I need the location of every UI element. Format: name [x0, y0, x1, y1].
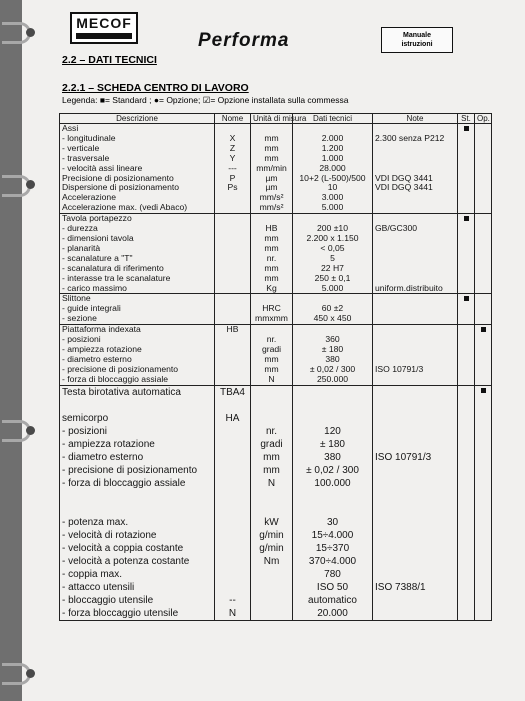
name-cell [215, 385, 251, 620]
cell-line: < 0,05 [320, 242, 345, 253]
cell-line [217, 425, 248, 438]
cell-line [375, 594, 455, 607]
note-cell [373, 124, 458, 214]
cell-line [375, 154, 455, 164]
cell-line [375, 425, 455, 438]
cell-line: Assi [62, 123, 79, 133]
cell-line [375, 412, 455, 425]
cell-line [217, 399, 248, 412]
cell-line [375, 399, 455, 412]
cell-line [375, 542, 455, 555]
brand-title: Performa [198, 30, 290, 51]
manual-badge: Manuale istruzioni [381, 27, 453, 53]
cell-line: --- [228, 162, 237, 173]
cell-line: Dispersione di posizionamento [62, 182, 180, 193]
cell-line [295, 503, 370, 516]
cell-line: mm [264, 262, 279, 273]
cell-line: 2.300 senza P212 [375, 132, 445, 143]
cell-line [375, 490, 455, 503]
cell-line: 15÷4.000 [311, 529, 354, 541]
cell-line [217, 464, 248, 477]
note-cell [373, 325, 458, 385]
cell-line: 100.000 [314, 477, 351, 489]
option-cell [475, 214, 492, 294]
col-header: Nome [215, 114, 251, 124]
cell-line [375, 144, 455, 154]
standard-square-icon [464, 216, 469, 221]
cell-line [217, 490, 248, 503]
cell-line: ISO 10791/3 [375, 363, 424, 374]
cell-line [375, 477, 455, 490]
cell-line: ± 180 [320, 438, 345, 450]
cell-line: Kg [266, 282, 277, 293]
cell-line: - forza di bloccaggio assiale [62, 477, 186, 489]
cell-line: - posizioni [62, 334, 101, 345]
cell-line: - carico massimo [62, 282, 127, 293]
cell-line [375, 294, 455, 304]
cell-line: 10+2 (L-500)/500 [299, 172, 366, 183]
cell-line: ISO 50 [316, 581, 349, 593]
cell-line [253, 503, 290, 516]
value-cell [293, 214, 373, 294]
col-header: Unità di misura [251, 114, 293, 124]
cell-line [375, 244, 455, 254]
cell-line: 3.000 [321, 192, 344, 203]
col-header: St. [458, 114, 475, 124]
cell-line [253, 607, 290, 620]
cell-line: - forza bloccaggio utensile [62, 607, 179, 619]
cell-line: Testa birotativa automatica [62, 386, 181, 398]
punch-hole [26, 28, 35, 37]
cell-line: VDI DGQ 3441 [375, 182, 433, 193]
cell-line [375, 274, 455, 284]
description-cell [60, 214, 215, 294]
unit-cell [251, 385, 293, 620]
standard-square-icon [464, 296, 469, 301]
mecof-logo: MECOF [70, 12, 138, 44]
cell-line: 120 [324, 425, 341, 437]
cell-line [375, 529, 455, 542]
unit-cell [251, 214, 293, 294]
standard-cell [458, 385, 475, 620]
cell-line: 1.000 [321, 152, 344, 163]
cell-line: semicorpo [62, 412, 109, 424]
standard-cell [458, 124, 475, 214]
value-cell [293, 294, 373, 325]
cell-line: Z [229, 142, 236, 153]
cell-line: TBA4 [219, 386, 245, 398]
cell-line [217, 503, 248, 516]
cell-line: - bloccaggio utensile [62, 594, 154, 606]
unit-cell [251, 124, 293, 214]
standard-square-icon [481, 327, 486, 332]
name-cell [215, 294, 251, 325]
cell-line [217, 529, 248, 542]
cell-line: N [268, 373, 275, 384]
table-row [60, 214, 492, 294]
cell-line: mm/s² [259, 202, 284, 213]
cell-line: - scanalature a "T" [62, 252, 133, 263]
cell-line: 5.000 [321, 282, 344, 293]
name-cell [215, 214, 251, 294]
value-cell [293, 124, 373, 214]
cell-line: Accelerazione max. (vedi Abaco) [62, 202, 188, 213]
cell-line: 30 [326, 516, 339, 528]
cell-line: mm [264, 132, 279, 143]
cell-line: - precisione di posizionamento [62, 363, 179, 374]
cell-line [217, 451, 248, 464]
cell-line: - velocità a potenza costante [62, 555, 190, 567]
standard-cell [458, 294, 475, 325]
cell-line: 2.000 [321, 132, 344, 143]
cell-line: - precisione di posizionamento [62, 464, 198, 476]
cell-line: - attacco utensili [62, 581, 135, 593]
cell-line: g/min [259, 542, 284, 554]
cell-line: ± 0,02 / 300 [309, 363, 356, 374]
cell-line: Y [229, 152, 236, 163]
cell-line [253, 399, 290, 412]
cell-line: mm [264, 142, 279, 153]
cell-line [375, 234, 455, 244]
table-row [60, 294, 492, 325]
cell-line: - longitudinale [62, 132, 116, 143]
cell-line: - velocità di rotazione [62, 529, 157, 541]
cell-line: Accelerazione [62, 192, 116, 203]
cell-line [375, 438, 455, 451]
cell-line: HRC [262, 303, 281, 314]
cell-line [217, 314, 248, 324]
punch-hole [26, 426, 35, 435]
cell-line [217, 438, 248, 451]
cell-line: mm [264, 363, 279, 374]
cell-line: µm [265, 172, 278, 183]
cell-line: 5 [330, 252, 335, 263]
cell-line: VDI DGQ 3441 [375, 172, 433, 183]
unit-cell [251, 325, 293, 385]
cell-line [375, 555, 455, 568]
cell-line: g/min [259, 529, 284, 541]
cell-line [253, 581, 290, 594]
cell-line: 2.200 x 1.150 [306, 232, 359, 243]
table-row [60, 124, 492, 214]
cell-line: mm [263, 451, 280, 463]
cell-line: ± 180 [321, 343, 344, 354]
option-cell [475, 385, 492, 620]
cell-line: ± 0,02 / 300 [306, 464, 359, 476]
cell-line: 380 [324, 451, 341, 463]
cell-line: Tavola portapezzo [62, 213, 132, 224]
cell-line: 5.000 [321, 202, 344, 213]
cell-line: 200 ±10 [316, 223, 348, 234]
value-cell [293, 385, 373, 620]
cell-line [375, 203, 455, 213]
cell-line: N [267, 477, 276, 489]
cell-line: 1.200 [321, 142, 344, 153]
cell-line: - forza di bloccaggio assiale [62, 373, 169, 384]
cell-line: mm [264, 232, 279, 243]
cell-line [253, 490, 290, 503]
cell-line [217, 516, 248, 529]
cell-line [253, 594, 290, 607]
cell-line [295, 412, 370, 425]
cell-line: - verticale [62, 142, 100, 153]
cell-line: N [228, 607, 237, 619]
cell-line: nr. [266, 334, 277, 345]
cell-line [62, 503, 212, 516]
col-header: Note [373, 114, 458, 124]
cell-line: GB/GC300 [375, 223, 418, 234]
cell-line: - coppia max. [62, 568, 123, 580]
cell-line: - sezione [62, 313, 97, 324]
cell-line: gradi [260, 438, 283, 450]
cell-line [295, 490, 370, 503]
cell-line: Nm [263, 555, 280, 567]
cell-line [375, 193, 455, 203]
cell-line: ISO 10791/3 [375, 451, 432, 463]
cell-line: automatico [308, 594, 357, 606]
cell-line: mm [263, 464, 280, 476]
cell-line [375, 264, 455, 274]
table-row [60, 385, 492, 620]
cell-line [253, 568, 290, 581]
cell-line: 450 x 450 [313, 313, 352, 324]
cell-line: - scanalatura di riferimento [62, 262, 164, 273]
cell-line: gradi [261, 343, 282, 354]
option-cell [475, 325, 492, 385]
description-cell [60, 294, 215, 325]
cell-line: mm/min [256, 162, 287, 173]
option-cell [475, 124, 492, 214]
spec-table [59, 113, 492, 621]
cell-line: HA [225, 412, 240, 424]
col-header: Op. [475, 114, 492, 124]
cell-line: mm/s² [259, 192, 284, 203]
cell-line: - planarità [62, 242, 101, 253]
cell-line: 380 [325, 353, 340, 364]
standard-cell [458, 214, 475, 294]
cell-line [217, 542, 248, 555]
cell-line [375, 607, 455, 620]
cell-line [375, 314, 455, 324]
standard-square-icon [481, 388, 486, 393]
name-cell [215, 124, 251, 214]
note-cell [373, 385, 458, 620]
cell-line: - ampiezza rotazione [62, 343, 142, 354]
cell-line: HB [265, 223, 278, 234]
cell-line [375, 345, 455, 355]
cell-line: nr. [265, 425, 278, 437]
subsection-title: 2.2.1 – SCHEDA CENTRO DI LAVORO [62, 82, 249, 94]
cell-line [217, 555, 248, 568]
cell-line: - durezza [62, 223, 98, 234]
cell-line: - velocità a coppia costante [62, 542, 184, 554]
description-cell [60, 325, 215, 385]
cell-line [62, 399, 212, 412]
legend: Legenda: ■= Standard ; ●= Opzione; ☑= Opzione installata sulla commessa [62, 95, 349, 105]
cell-line: nr. [266, 252, 277, 263]
cell-line: 60 ±2 [321, 303, 344, 314]
cell-line [217, 568, 248, 581]
cell-line: 10 [327, 182, 338, 193]
name-cell [215, 325, 251, 385]
cell-line: 28.000 [319, 162, 346, 173]
cell-line [375, 464, 455, 477]
cell-line [217, 284, 248, 294]
cell-line [375, 325, 455, 335]
note-cell [373, 214, 458, 294]
cell-line: - trasversale [62, 152, 110, 163]
note-cell [373, 294, 458, 325]
cell-line: -- [229, 594, 236, 606]
cell-line [253, 412, 290, 425]
cell-line: 15÷370 [315, 542, 350, 554]
description-cell [60, 124, 215, 214]
cell-line: - interasse tra le scanalature [62, 272, 171, 283]
cell-line: mm [264, 152, 279, 163]
table-header [60, 114, 492, 124]
cell-line: P [229, 172, 236, 183]
cell-line [375, 503, 455, 516]
cell-line [375, 386, 455, 399]
punch-hole [26, 669, 35, 678]
description-cell [60, 385, 215, 620]
cell-line: Slittone [62, 293, 91, 304]
cell-line: Ps [227, 182, 238, 193]
cell-line [295, 386, 370, 399]
cell-line: µm [265, 182, 278, 193]
cell-line: HB [226, 324, 239, 335]
cell-line: - ampiezza rotazione [62, 438, 155, 450]
cell-line: 370÷4.000 [308, 555, 357, 567]
col-header: Dati tecnici [293, 114, 373, 124]
cell-line: 250 ± 0,1 [314, 272, 351, 283]
cell-line: - potenza max. [62, 516, 129, 528]
cell-line [217, 375, 248, 385]
cell-line [217, 477, 248, 490]
cell-line: - diametro esterno [62, 451, 144, 463]
option-cell [475, 294, 492, 325]
unit-cell [251, 294, 293, 325]
cell-line [375, 516, 455, 529]
punch-hole [26, 180, 35, 189]
cell-line [62, 490, 212, 503]
cell-line [375, 304, 455, 314]
value-cell [293, 325, 373, 385]
cell-line: X [229, 132, 236, 143]
cell-line: 20.000 [317, 607, 348, 619]
section-title: 2.2 – DATI TECNICI [62, 54, 157, 66]
table-row [60, 325, 492, 385]
cell-line: 22 H7 [321, 262, 344, 273]
cell-line: mm [264, 272, 279, 283]
cell-line: - guide integrali [62, 303, 121, 314]
cell-line: - velocità assi lineare [62, 162, 143, 173]
cell-line: 780 [324, 568, 341, 580]
cell-line: mm [264, 242, 279, 253]
col-header: Descrizione [60, 114, 215, 124]
standard-square-icon [464, 126, 469, 131]
cell-line [253, 386, 290, 399]
cell-line [375, 375, 455, 385]
cell-line [375, 335, 455, 345]
cell-line: - dimensioni tavola [62, 232, 134, 243]
cell-line: uniform.distribuito [375, 282, 443, 293]
cell-line [295, 399, 370, 412]
cell-line [375, 568, 455, 581]
cell-line: kW [264, 516, 279, 528]
cell-line: 360 [325, 334, 340, 345]
cell-line: Precisione di posizionamento [62, 172, 174, 183]
cell-line [217, 581, 248, 594]
cell-line [217, 203, 248, 213]
standard-cell [458, 325, 475, 385]
cell-line [375, 254, 455, 264]
cell-line: 250.000 [316, 373, 349, 384]
cell-line: ISO 7388/1 [375, 581, 426, 593]
cell-line: mmxmm [255, 313, 288, 324]
cell-line [217, 274, 248, 284]
cell-line: - posizioni [62, 425, 108, 437]
cell-line: - diametro esterno [62, 353, 132, 364]
cell-line: mm [264, 353, 279, 364]
cell-line: Piattaforma indexata [62, 324, 141, 335]
